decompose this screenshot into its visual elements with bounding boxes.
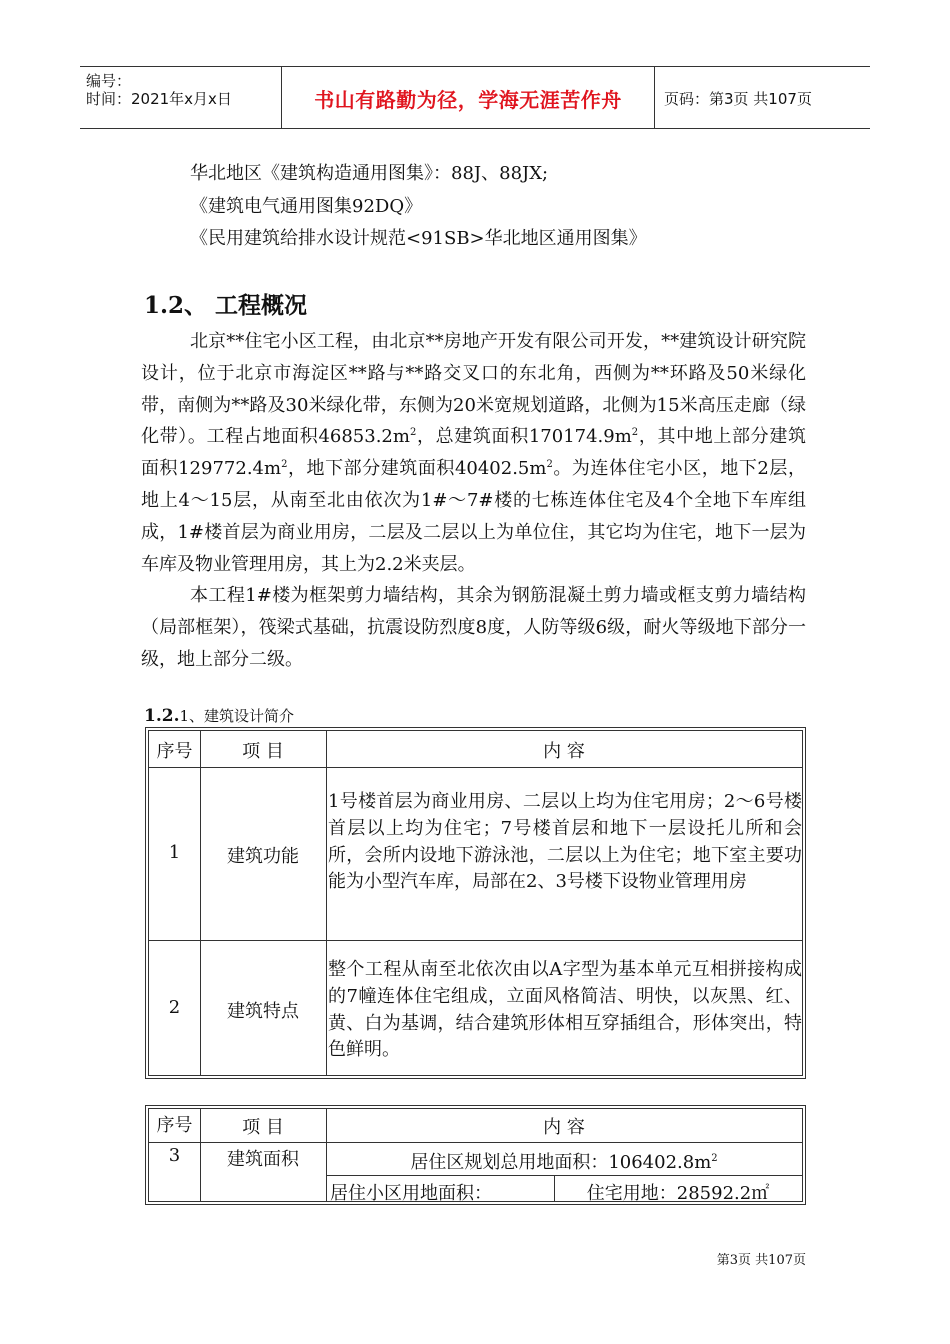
header-top-rule (80, 66, 870, 67)
footer-page-number: 第3页 共107页 (716, 1253, 806, 1268)
overview-text-part: 。为连体住宅小区，地下2层，地上4～15层，从南至北由依次为1#～7#楼的七栋连体住宅及4个全地下车库组成，1#楼首层为商业用房，二层及二层以上为单位住，其它均为住宅，地下一层为车库及物业管理用房，其上为2.2米夹层。 (141, 458, 806, 575)
superscript: 2 (281, 459, 288, 471)
header-cell: 项 目 (242, 1117, 284, 1138)
column-divider (200, 731, 201, 1075)
subsection-title (144, 705, 294, 726)
overview-text-part: ，地下部分建筑面积40402.5m (287, 458, 547, 480)
row-number: 2 (168, 997, 181, 1018)
overview-paragraph (141, 326, 806, 580)
superscript: 2 (546, 459, 553, 471)
area-table (145, 1105, 806, 1205)
row-divider (149, 767, 802, 768)
row-number: 1 (168, 842, 181, 863)
total-area-text: 居住区规划总用地面积：106402.8m (410, 1152, 712, 1173)
overview-text-part: ，总建筑面积170174.9m (416, 426, 632, 448)
residential-area: 住宅用地：28592.2㎡ (586, 1183, 770, 1204)
header-motto: 书山有路勤为径，学海无涯苦作舟 (314, 88, 622, 112)
header-cell: 内 容 (543, 1117, 585, 1138)
header-cell: 内 容 (543, 741, 585, 762)
header-bottom-rule (80, 128, 870, 129)
row-divider (149, 1142, 802, 1143)
row-content: 整个工程从南至北依次由以A字型为基本单元互相拼接构成的7幢连体住宅组成，立面风格简洁、明快，以灰黑、红、黄、白为基调，结合建筑形体相互穿插组合，形体突出，特色鲜明。 (328, 959, 802, 1061)
superscript: 2 (631, 427, 639, 439)
reference-line: 《建筑电气通用图集92DQ》 (190, 196, 423, 217)
reference-line: 《民用建筑给排水设计规范<91SB>华北地区通用图集》 (190, 228, 647, 249)
row-item: 建筑功能 (227, 846, 299, 867)
design-table-frame (148, 730, 803, 1076)
row-divider (326, 1175, 802, 1176)
row-item: 建筑面积 (227, 1149, 299, 1170)
header-divider (654, 66, 655, 128)
overview-text (141, 326, 806, 676)
row-divider (149, 940, 802, 941)
header-number-label: 编号： (86, 72, 132, 90)
column-divider (326, 731, 327, 1075)
row-number: 3 (168, 1145, 181, 1166)
superscript: 2 (409, 427, 417, 439)
header-cell: 项 目 (242, 741, 284, 762)
header-cell: 序号 (156, 1115, 193, 1136)
reference-line: 华北地区《建筑构造通用图集》：88J、88JX; (190, 163, 549, 184)
header-cell: 序号 (156, 741, 193, 762)
design-table (145, 727, 806, 1079)
area-table-frame (148, 1108, 803, 1202)
subsection-number: 1.2. (144, 706, 180, 726)
subsection-label: 1、建筑设计简介 (179, 707, 295, 725)
header-page-label: 页码：第3页 共107页 (664, 90, 812, 108)
overview-text-part: 北京**住宅小区工程，由北京**房地产开发有限公司开发，**建筑设计研究院设计，位于北京市海淀区**路与**路交叉口的东北角，西侧为**环路及50米绿化带，南侧为**路及30米绿化带，东侧为20米宽规划道路，北侧为15米高压走廊（绿化带）。工程占地面积46853.2m (141, 331, 806, 448)
site-area-label: 居住小区用地面积： (330, 1183, 492, 1204)
section-title: 1.2、 工程概况 (144, 292, 308, 319)
header-time-label: 时间：2021年x月x日 (86, 90, 232, 108)
superscript: 2 (711, 1153, 718, 1164)
total-area (326, 1148, 802, 1174)
structure-paragraph: 本工程1#楼为框架剪力墙结构，其余为钢筋混凝土剪力墙或框支剪力墙结构（局部框架），筏梁式基础，抗震设防烈度8度，人防等级6级，耐火等级地下部分一级，地上部分二级。 (141, 585, 806, 670)
row-content: 1号楼首层为商业用房、二层以上均为住宅用房；2～6号楼首层以上均为住宅；7号楼首层和地下一层设托儿所和会所，会所内设地下游泳池，二层以上为住宅；地下室主要功能为小型汽车库，局部在2、3号楼下设物业管理用房 (328, 791, 802, 893)
overview-text-part: ，其中地上部分建筑面积129772.4m (141, 426, 806, 480)
row-item: 建筑特点 (227, 1001, 299, 1022)
